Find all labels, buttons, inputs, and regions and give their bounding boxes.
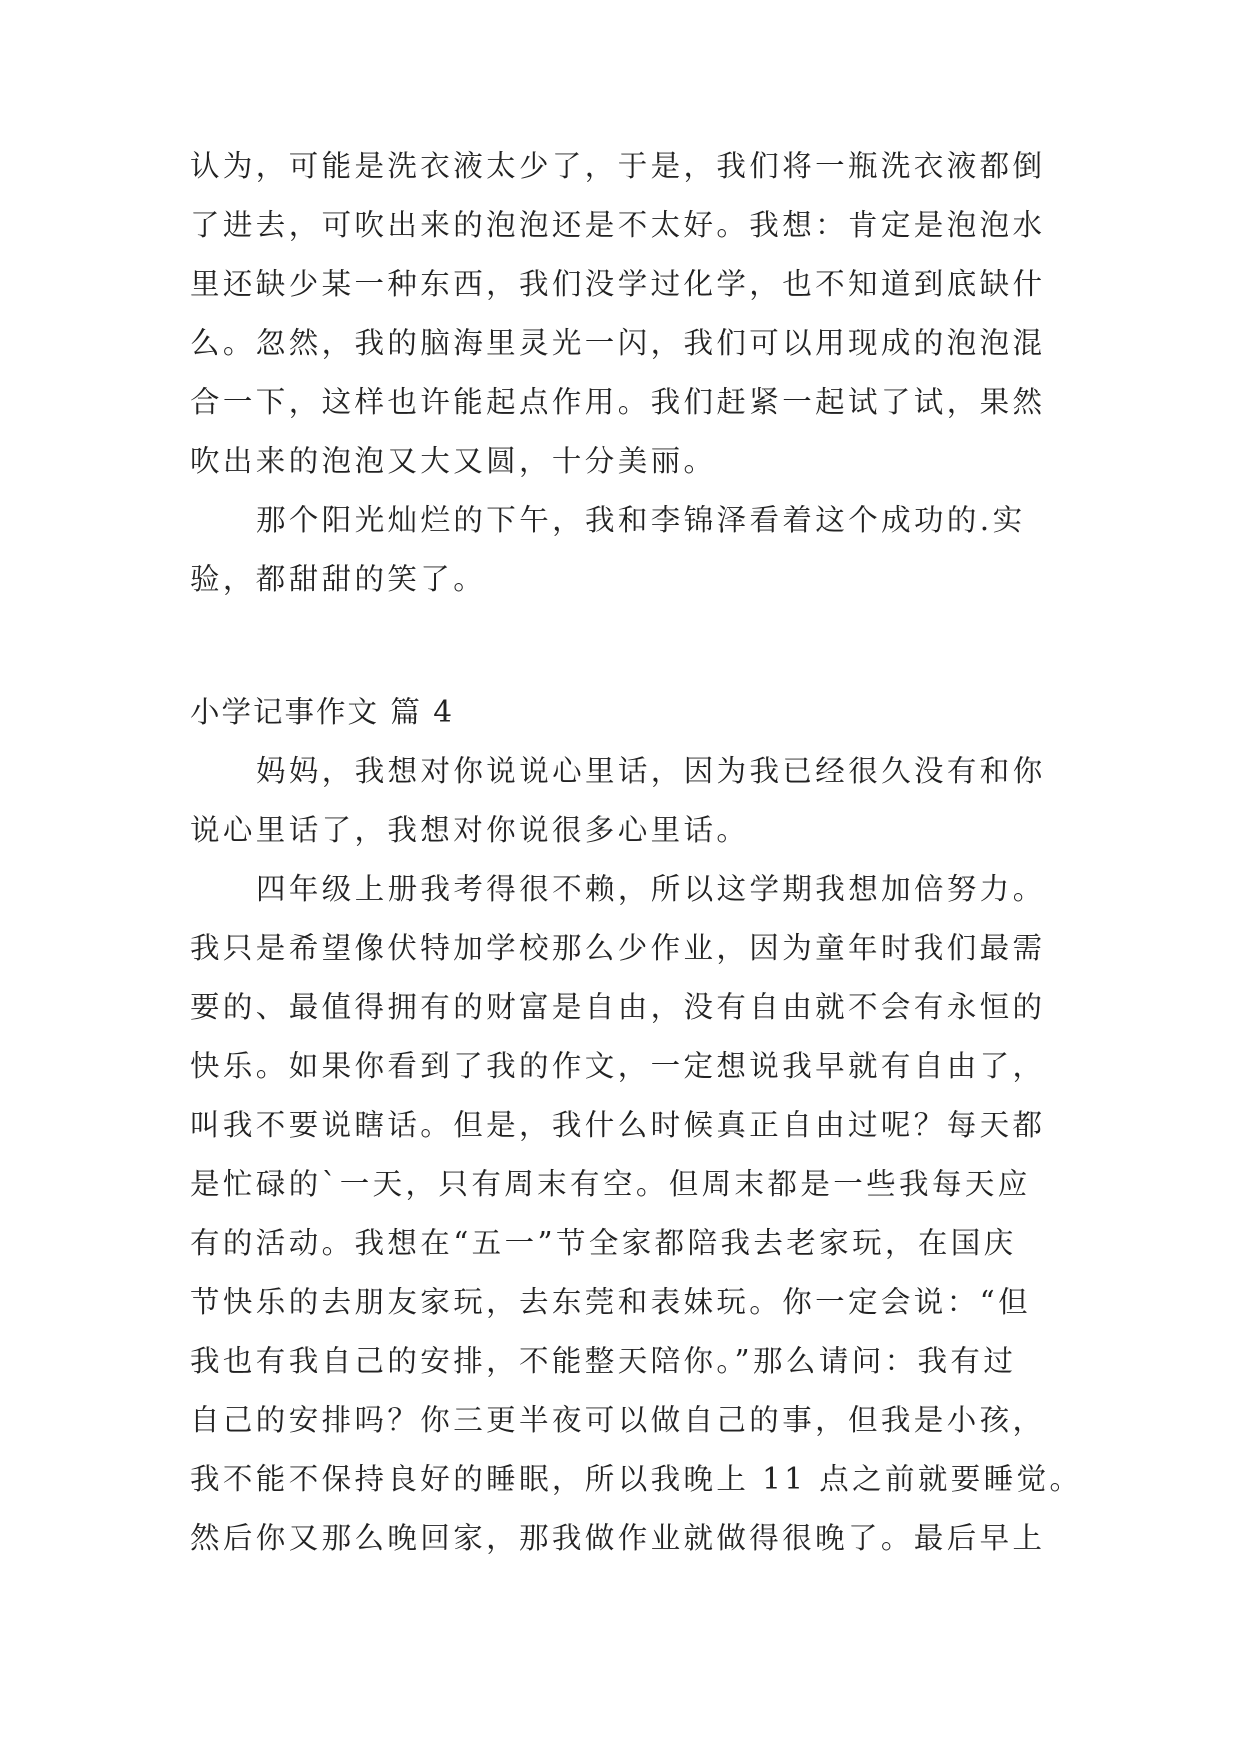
text-line: 说心里话了，我想对你说很多心里话。 bbox=[190, 813, 750, 847]
text-line: 叫我不要说瞎话。但是，我什么时候真正自由过呢？每天都 bbox=[190, 1108, 1046, 1142]
text-line: 验，都甜甜的笑了。 bbox=[190, 562, 487, 596]
text-line: 然后你又那么晚回家，那我做作业就做得很晚了。最后早上 bbox=[190, 1521, 1046, 1555]
text-line: 我也有我自己的安排，不能整天陪你。”那么请问：我有过 bbox=[190, 1344, 1017, 1378]
text-line: 了进去，可吹出来的泡泡还是不太好。我想：肯定是泡泡水 bbox=[190, 208, 1046, 242]
text-line: 吹出来的泡泡又大又圆，十分美丽。 bbox=[190, 444, 717, 478]
text-line: 里还缺少某一种东西，我们没学过化学，也不知道到底缺什 bbox=[190, 267, 1046, 301]
text-line: 自己的安排吗？你三更半夜可以做自己的事，但我是小孩， bbox=[190, 1403, 1046, 1437]
text-line: 节快乐的去朋友家玩，去东莞和表妹玩。你一定会说：“但 bbox=[190, 1285, 1031, 1319]
text-line: 妈妈，我想对你说说心里话，因为我已经很久没有和你 bbox=[256, 754, 1046, 788]
paragraph-continued bbox=[190, 137, 1060, 491]
section-heading: 小学记事作文 篇 4 bbox=[190, 695, 455, 729]
paragraph-conclusion bbox=[190, 491, 1060, 609]
text-line: 认为，可能是洗衣液太少了，于是，我们将一瓶洗衣液都倒 bbox=[190, 149, 1046, 183]
text-line: 我不能不保持良好的睡眠，所以我晚上 11 点之前就要睡觉。 bbox=[190, 1462, 1083, 1496]
text-line: 四年级上册我考得很不赖，所以这学期我想加倍努力。 bbox=[256, 872, 1046, 906]
text-line: 要的、最值得拥有的财富是自由，没有自由就不会有永恒的 bbox=[190, 990, 1046, 1024]
text-line: 那个阳光灿烂的下午，我和李锦泽看着这个成功的.实 bbox=[256, 503, 1026, 537]
text-line: 有的活动。我想在“五一”节全家都陪我去老家玩，在国庆 bbox=[190, 1226, 1017, 1260]
text-line: 是忙碌的`一天，只有周末有空。但周末都是一些我每天应 bbox=[190, 1167, 1031, 1201]
paragraph-intro bbox=[190, 742, 1060, 860]
text-line: 么。忽然，我的脑海里灵光一闪，我们可以用现成的泡泡混 bbox=[190, 326, 1046, 360]
text-line: 合一下，这样也许能起点作用。我们赶紧一起试了试，果然 bbox=[190, 385, 1046, 419]
paragraph-main bbox=[190, 860, 1083, 1568]
text-line: 我只是希望像伏特加学校那么少作业，因为童年时我们最需 bbox=[190, 931, 1046, 965]
text-line: 快乐。如果你看到了我的作文，一定想说我早就有自由了， bbox=[190, 1049, 1046, 1083]
